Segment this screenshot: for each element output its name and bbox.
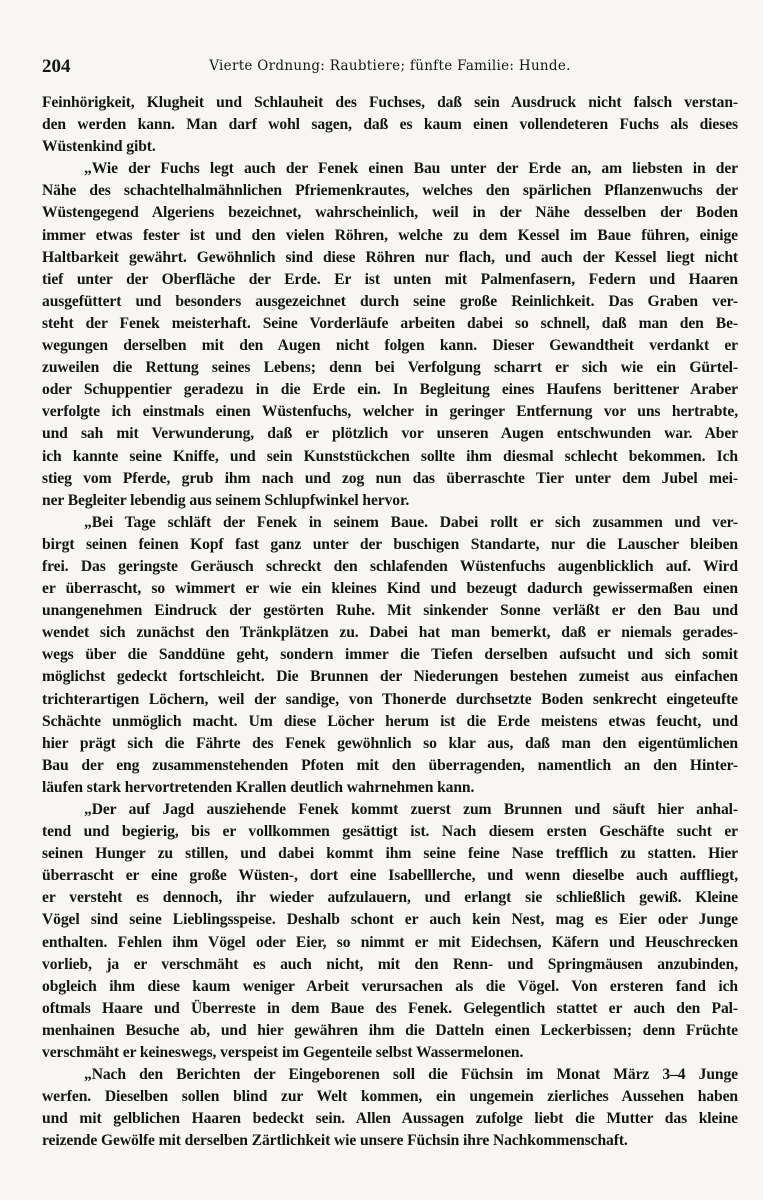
- paragraph: [42, 92, 738, 158]
- page-number: 204: [42, 56, 71, 77]
- text-line: immer etwas fester ist und den vielen Röhren, welche zu dem Kessel im Baue führen, einige: [42, 226, 738, 244]
- paragraph: [42, 512, 738, 799]
- text-line: er versteht es dennoch, ihr wieder aufzulauern, und erlangt sie schließlich gewiß. Kleine: [42, 889, 738, 907]
- text-line: reizende Gewölfe mit derselben Zärtlichkeit wie unsere Füchsin ihre Nachkommenschaft.: [42, 1132, 628, 1150]
- text-line: unangenehmen Eindruck der gestörten Ruhe. Mit sinkender Sonne verläßt er den Bau und: [42, 602, 738, 620]
- text-line: trichterartigen Löchern, weil der sandige, von Thonerde durchsetzte Boden senkrecht eingeteufte: [42, 690, 738, 708]
- text-line: obgleich ihm diese kaum weniger Arbeit verursachen als die Vögel. Von ersteren fand ich: [42, 977, 738, 995]
- page-body: [42, 92, 738, 1153]
- text-line: steht der Fenek meisterhaft. Seine Vorderläufe arbeiten dabei so schnell, daß man den Be-: [42, 314, 738, 332]
- text-line: Nähe des schachtelhalmähnlichen Pfriemenkrautes, welches den spärlichen Pflanzenwuchs der: [42, 182, 738, 200]
- text-line: oder Schuppentier geradezu in die Erde ein. In Begleitung eines Haufens berittener Araber: [42, 381, 738, 399]
- text-line: enthalten. Fehlen ihm Vögel oder Eier, so nimmt er mit Eidechsen, Käfern und Heuschrecken: [42, 933, 738, 951]
- text-line: verfolgte ich einstmals einen Wüstenfuchs, welcher in geringer Entfernung vor uns hertrabte,: [42, 403, 738, 421]
- text-line: Wüstengegend Algeriens bezeichnet, wahrscheinlich, weil in der Nähe desselben der Boden: [42, 204, 738, 222]
- text-line: tief unter der Oberfläche der Erde. Er ist unten mit Palmenfasern, Federn und Haaren: [42, 270, 738, 288]
- text-line: läufen stark hervortretenden Krallen deutlich wahrnehmen kann.: [42, 778, 475, 796]
- text-line: und mit gelblichen Haaren bedeckt sein. Allen Aussagen zufolge liebt die Mutter das kleine: [42, 1110, 738, 1128]
- text-line: verschmäht er keineswegs, verspeist im Gegenteile selbst Wassermelonen.: [42, 1044, 524, 1062]
- text-line: ich kannte seine Kniffe, und sein Kunststückchen sollte ihm diesmal schlecht bekommen. Ich: [42, 447, 738, 465]
- text-line: oftmals Haare und Überreste in dem Baue des Fenek. Gelegentlich stattet er auch den Pal-: [42, 999, 738, 1017]
- paragraph: [42, 1064, 738, 1152]
- page-header: [42, 56, 738, 80]
- text-line: birgt seinen feinen Kopf fast ganz unter der buschigen Standarte, nur die Lauscher bleiben: [42, 535, 738, 553]
- text-line: Feinhörigkeit, Klugheit und Schlauheit des Fuchses, daß sein Ausdruck nicht falsch verstan-: [42, 94, 738, 111]
- text-line: wegungen derselben mit den Augen nicht folgen kann. Dieser Gewandtheit verdankt er: [42, 337, 738, 355]
- text-line: menhainen Besuche ab, und hier gewähren ihm die Datteln einen Leckerbissen; denn Früchte: [42, 1021, 738, 1039]
- paragraph: [42, 158, 738, 512]
- text-line: wendet sich zunächst den Tränkplätzen zu. Dabei hat man bemerkt, daß er niemals gerades-: [42, 624, 738, 642]
- text-line: und sah mit Verwunderung, daß er plötzlich vor unseren Augen entschwunden war. Aber: [42, 425, 738, 443]
- text-line: „Der auf Jagd ausziehende Fenek kommt zuerst zum Brunnen und säuft hier anhal-: [84, 801, 738, 818]
- text-line: hier prägt sich die Fährte des Fenek gewöhnlich so klar aus, daß man den eigentümlichen: [42, 734, 738, 752]
- text-line: tend und begierig, bis er vollkommen gesättigt ist. Nach diesem ersten Geschäfte sucht er: [42, 823, 738, 841]
- running-head: Vierte Ordnung: Raubtiere; fünfte Familie: Hunde.: [209, 58, 571, 74]
- text-line: Haltbarkeit gewährt. Gewöhnlich sind diese Röhren nur flach, und auch der Kessel liegt nicht: [42, 248, 738, 266]
- text-line: stieg vom Pferde, grub ihm nach und zog nun das überraschte Tier unter dem Jubel mei-: [42, 469, 738, 487]
- text-line: frei. Das geringste Geräusch schreckt den schlafenden Wüstenfuchs augenblicklich auf. Wird: [42, 557, 738, 575]
- paragraph: [42, 799, 738, 1064]
- text-line: ausgefüttert und besonders ausgezeichnet durch seine große Reinlichkeit. Das Graben ver-: [42, 292, 738, 310]
- text-line: wegs über die Sanddüne geht, sondern immer die Tiefen derselben aufsucht und sich somit: [42, 646, 738, 664]
- text-line: Schächte unmöglich macht. Um diese Löcher herum ist die Erde meistens etwas feucht, und: [42, 712, 738, 730]
- text-line: zuweilen die Rettung seines Lebens; denn bei Verfolgung scharrt er sich wie ein Gürtel-: [42, 359, 738, 377]
- text-line: „Bei Tage schläft der Fenek in seinem Baue. Dabei rollt er sich zusammen und ver-: [84, 513, 738, 531]
- text-line: den werden kann. Man darf wohl sagen, daß es kaum einen vollendeteren Fuchs als dieses: [42, 116, 738, 134]
- text-line: „Nach den Berichten der Eingeborenen soll die Füchsin im Monat März 3–4 Junge: [84, 1066, 738, 1084]
- text-line: werfen. Dieselben sollen blind zur Welt kommen, ein ungemein zierliches Aussehen haben: [42, 1088, 738, 1106]
- text-line: Wüstenkind gibt.: [42, 138, 156, 156]
- text-line: möglichst gedeckt fortschleicht. Die Brunnen der Niederungen bestehen zumeist aus einfachen: [42, 668, 738, 686]
- text-line: ner Begleiter lebendig aus seinem Schlupfwinkel hervor.: [42, 491, 410, 509]
- text-line: Bau der eng zusammenstehenden Pfoten mit den überragenden, namentlich an den Hinter-: [42, 756, 738, 774]
- text-line: „Wie der Fuchs legt auch der Fenek einen Bau unter der Erde an, am liebsten in der: [84, 160, 738, 178]
- text-line: Vögel sind seine Lieblingsspeise. Deshalb schont er auch kein Nest, mag es Eier oder Junge: [42, 911, 738, 929]
- text-line: seinen Hunger zu stillen, und dabei kommt ihm seine feine Nase trefflich zu statten. Hier: [42, 845, 738, 863]
- text-line: überrascht er eine große Wüsten-, dort eine Isabelllerche, und wenn dieselbe auch auffliegt,: [42, 867, 738, 885]
- text-line: vorlieb, ja er verschmäht es auch nicht, mit den Renn- und Springmäusen anzubinden,: [42, 955, 738, 973]
- text-line: er überrascht, so wimmert er wie ein kleines Kind und bezeugt dadurch gewissermaßen einen: [42, 580, 738, 598]
